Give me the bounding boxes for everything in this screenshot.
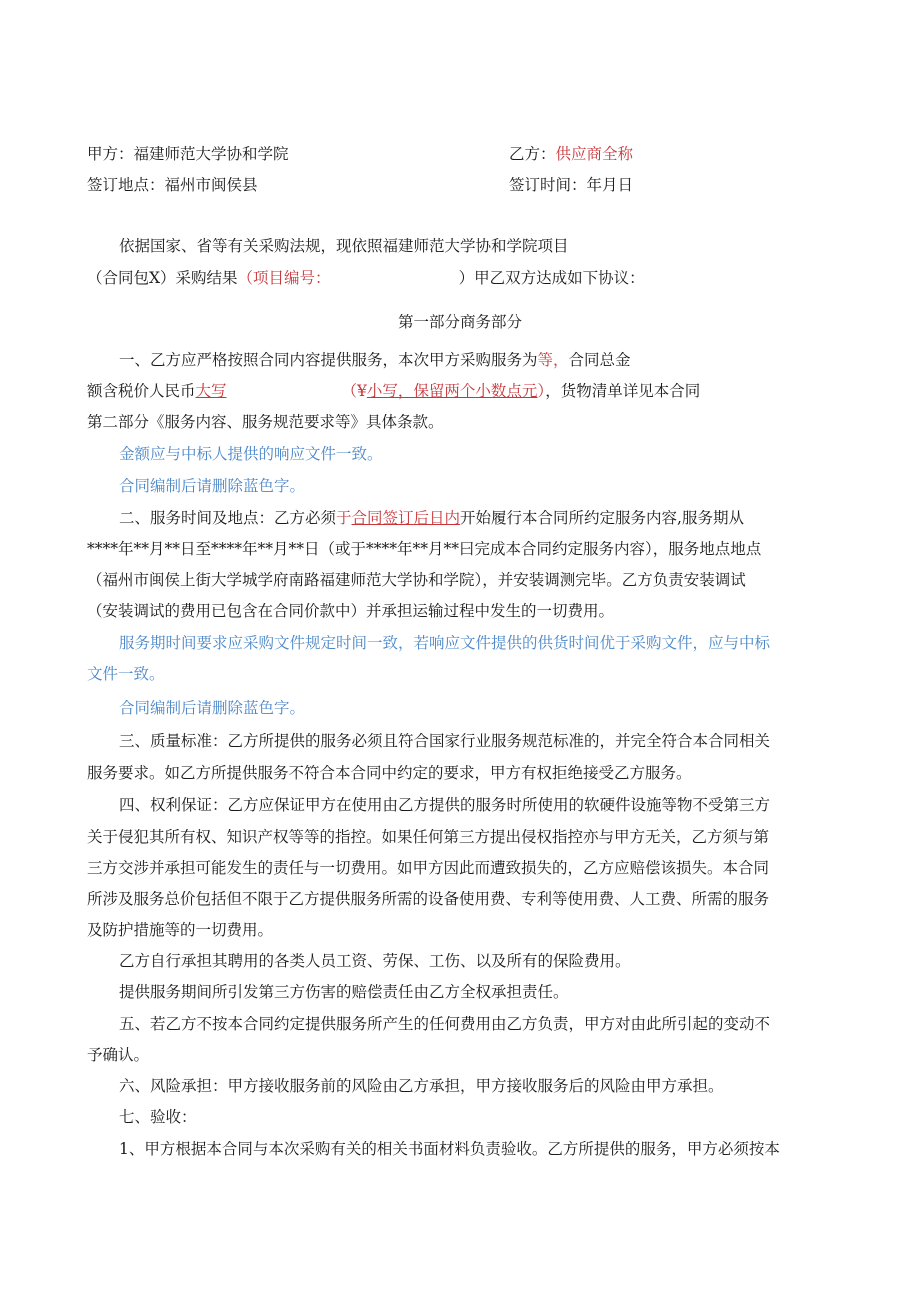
clause1-line-3: 第二部分《服务内容、服务规范要求等》具体条款。: [87, 413, 444, 431]
clause1-note-1: 金额应与中标人提供的响应文件一致。: [119, 445, 383, 463]
intro-line-1: 依据国家、省等有关采购法规，现依照福建师范大学协和学院项目: [119, 237, 569, 255]
section-title: 第一部分商务部分: [397, 313, 522, 331]
clause4-para-2: 乙方自行承担其聘用的各类人员工资、劳保、工伤、以及所有的保险费用。: [119, 952, 631, 970]
clause4-line-3: 三方交涉并承担可能发生的责任与一切费用。如甲方因此而遭致损失的，乙方应赔偿该损失。本合同: [87, 859, 770, 877]
clause4-line-5: 及防护措施等的一切费用。: [87, 921, 274, 939]
clause6-line: 六、风险承担：甲方接收服务前的风险由乙方承担，甲方接收服务后的风险由甲方承担。: [119, 1077, 724, 1095]
clause2-note-2: 合同编制后请删除蓝色字。: [119, 699, 306, 717]
clause4-line-1: 四、权利保证：乙方应保证甲方在使用由乙方提供的服务时所使用的软硬件设施等物不受第三方: [119, 796, 771, 814]
clause2-line-2: ****年**月**日至****年**月**日（或于****年**月**曰完成本合同约定服务内容），服务地点地点: [87, 540, 762, 558]
clause1-note-2: 合同编制后请删除蓝色字。: [119, 477, 306, 495]
clause4-line-4: 所涉及服务总价包括但不限于乙方提供服务所需的设备使用费、专利等使用费、人工费、所需的服务: [87, 890, 770, 908]
signing-time: 签订时间：年月日: [509, 176, 634, 194]
clause2-line-3: （福州市闽侯上街大学城学府南路福建师范大学协和学院），并安装调测完毕。乙方负责安装调试: [87, 571, 746, 589]
clause4-line-2: 关于侵犯其所有权、知识产权等等的指控。如果任何第三方提出侵权指控亦与甲方无关，乙方须与第: [87, 828, 770, 846]
clause3-line-1: 三、质量标准：乙方所提供的服务必须且符合国家行业服务规范标准的，并完全符合本合同相关: [119, 732, 771, 750]
clause5-line-2: 予确认。: [87, 1046, 150, 1064]
clause3-line-2: 服务要求。如乙方所提供服务不符合本合同中约定的要求，甲方有权拒绝接受乙方服务。: [87, 764, 692, 782]
intro-line-2: （合同包X）采购结果（项目编号： ）甲乙双方达成如下协议：: [87, 269, 645, 287]
clause1-line-1: 一、乙方应严格按照合同内容提供服务，本次甲方采购服务为等，合同总金: [119, 351, 631, 369]
clause4-para-3: 提供服务期间所引发第三方伤害的赔偿责任由乙方全权承担责任。: [119, 983, 569, 1001]
amount-lowercase-placeholder: 小写，保留两个小数点元: [366, 382, 538, 400]
party-b: 乙方：供应商全称: [509, 145, 634, 163]
clause5-line-1: 五、若乙方不按本合同约定提供服务所产生的任何费用由乙方负责，甲方对由此所引起的变动不: [119, 1015, 771, 1033]
supplier-name-placeholder: 供应商全称: [555, 145, 634, 163]
clause2-line-4: （安装调试的费用已包含在合同价款中）并承担运输过程中发生的一切费用。: [87, 602, 615, 620]
party-a: 甲方：福建师范大学协和学院: [87, 145, 289, 163]
clause2-note-1b: 文件一致。: [87, 665, 165, 683]
start-days-placeholder: 合同签订后日内: [351, 509, 461, 527]
clause7-title: 七、验收：: [119, 1108, 197, 1126]
clause7-line-1: 1、甲方根据本合同与本次采购有关的相关书面材料负责验收。乙方所提供的服务，甲方必须按本: [119, 1140, 780, 1158]
clause2-line-1: 二、服务时间及地点：乙方必须于合同签订后日内开始履行本合同所约定服务内容,服务期从: [119, 509, 744, 527]
clause2-note-1: 服务期时间要求应采购文件规定时间一致，若响应文件提供的供货时间优于采购文件，应与中标: [119, 634, 771, 652]
clause1-line-2: 额含税价人民币大写 （¥小写，保留两个小数点元），货物清单详见本合同: [87, 382, 701, 400]
signing-place: 签订地点：福州市闽侯县: [87, 176, 258, 194]
amount-uppercase-placeholder: 大写: [195, 382, 227, 400]
